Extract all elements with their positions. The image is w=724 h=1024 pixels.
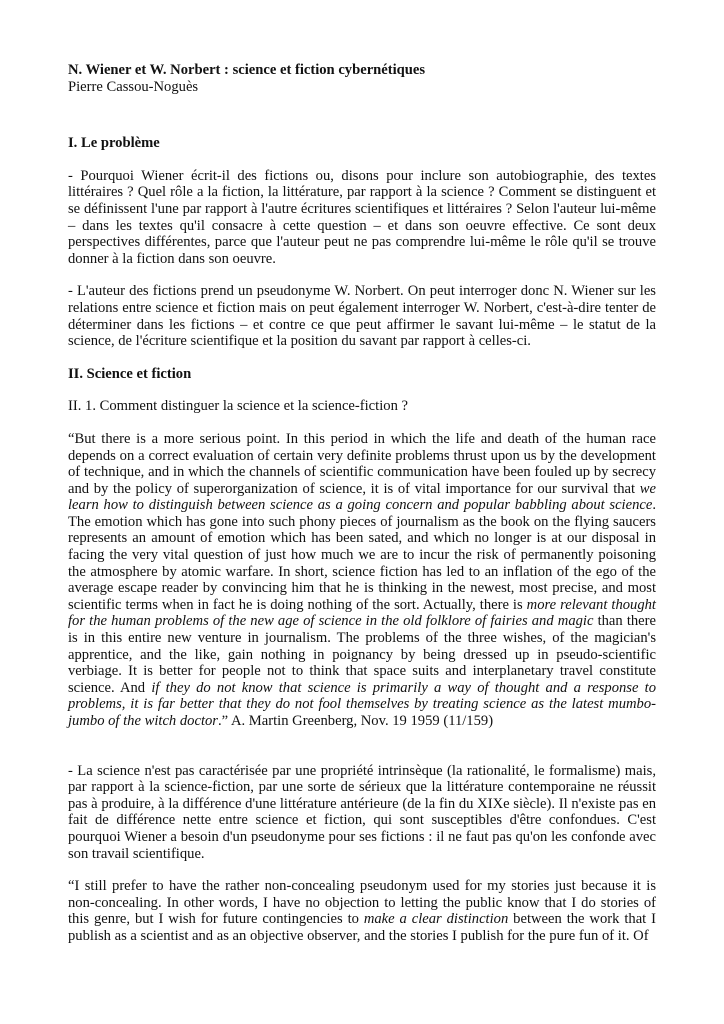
quote-emphasis: more relevant thought for the human problems of the new age of science in the old folklore of fairies and magic [68,596,656,630]
subsection-heading: II. 1. Comment distinguer la science et la science-fiction ? [68,398,408,415]
paragraph-2: - L'auteur des fictions prend un pseudonyme W. Norbert. On peut interroger donc N. Wiener sur les relations entre science et fiction mais on peut également interroger W. Norbert, c'est-à-dire tenter de déterminer dans les fictions – et contre ce que peut affirmer le savant lui-même – le statut de la science, de l'écriture scientifique et la position du savant par rapport à celles-ci. [68,283,656,350]
document-title: N. Wiener et W. Norbert : science et fiction cybernétiques [68,62,426,78]
quote-text: “But there is a more serious point. In this period in which the life and death of the human race depends on a correct evaluation of certain very definite problems thrust upon us by the development of technique, and in which the channels of scientific communication have been fouled up by secrecy and by the policy of superorganization of science, it is of vital importance for our survival that [68,430,656,497]
paragraph-1: - Pourquoi Wiener écrit-il des fictions ou, disons pour inclure son autobiographie, des textes littéraires ? Quel rôle a la fiction, la littérature, par rapport à la science ? Comment se distinguent et se définissent l'une par rapport à l'autre écritures scientifiques et littéraires ? Selon l'auteur lui-même – dans les textes qu'il consacre à cette question – et dans son oeuvre effective. Ce sont deux perspectives différentes, parce que l'auteur peut ne pas comprendre lui-même le rôle qu'il se trouve donner à la fiction dans son oeuvre. [68,167,656,267]
quote-text: . The emotion which has gone into such phony pieces of journalism as the book on the flying saucers represents an amount of emotion which has been sated, and which no longer is at our disposal in facing the very vital question of just how much we are to incur the risk of permanently poisoning the atmosphere by atomic warfare. In short, science fiction has led to an inflation of the ego of the average escape reader by convincing him that he is thinking in the newest, most precise, and most scientific terms when in fact he is doing nothing of the sort. Actually, there is [68,497,656,613]
document-author: Pierre Cassou-Noguès [68,78,199,95]
section-heading-1: I. Le problème [68,135,160,152]
quote-citation: .” A. Martin Greenberg, Nov. 19 1959 (11/159) [217,713,494,729]
section-heading-2: II. Science et fiction [68,365,192,382]
quotation-1 [68,431,656,730]
quotation-2 [68,878,656,944]
paragraph-3: - La science n'est pas caractérisée par une propriété intrinsèque (la rationalité, le formalisme) mais, par rapport à la science-fiction, par une sorte de sérieux que la littérature contemporaine ne réussit pas à produire, à la différence d'une littérature antérieure (de la fin du XIXe siècle). Il n'existe pas en fait de différence nette entre science et fiction, qui sont susceptibles d'être confondues. C'est pourquoi Wiener a besoin d'un pseudonyme pour ses fictions : il ne faut pas qu'on les confonde avec son travail scientifique. [68,762,656,862]
quote-emphasis: we learn how to distinguish between science as a going concern and popular babbling about science [68,480,656,514]
quote-text: than there is in this entire new venture in journalism. The problems of the three wishes, of the magician's apprentice, and the like, gain nothing in poignancy by being dressed up in pseudo-scientific verbiage. It is better for people not to think that space suits and interplanetary travel constitute science. And [68,613,656,696]
quote-text: “I still prefer to have the rather non-concealing pseudonym used for my stories just because it is non-concealing. In other words, I have no objection to letting the public know that I do stories of this genre, but I wish for future contingencies to [68,878,656,928]
quote-emphasis: make a clear distinction [363,911,509,928]
document-page [68,62,656,945]
quote-text: between the work that I publish as a scientist and as an objective observer, and the stories I publish for the pure fun of it. Of [68,911,656,944]
quote-emphasis: if they do not know that science is primarily a way of thought and a response to problems, it is far better that they do not fool themselves by treating science as the latest mumbo-jumbo of the witch doctor [68,679,656,729]
